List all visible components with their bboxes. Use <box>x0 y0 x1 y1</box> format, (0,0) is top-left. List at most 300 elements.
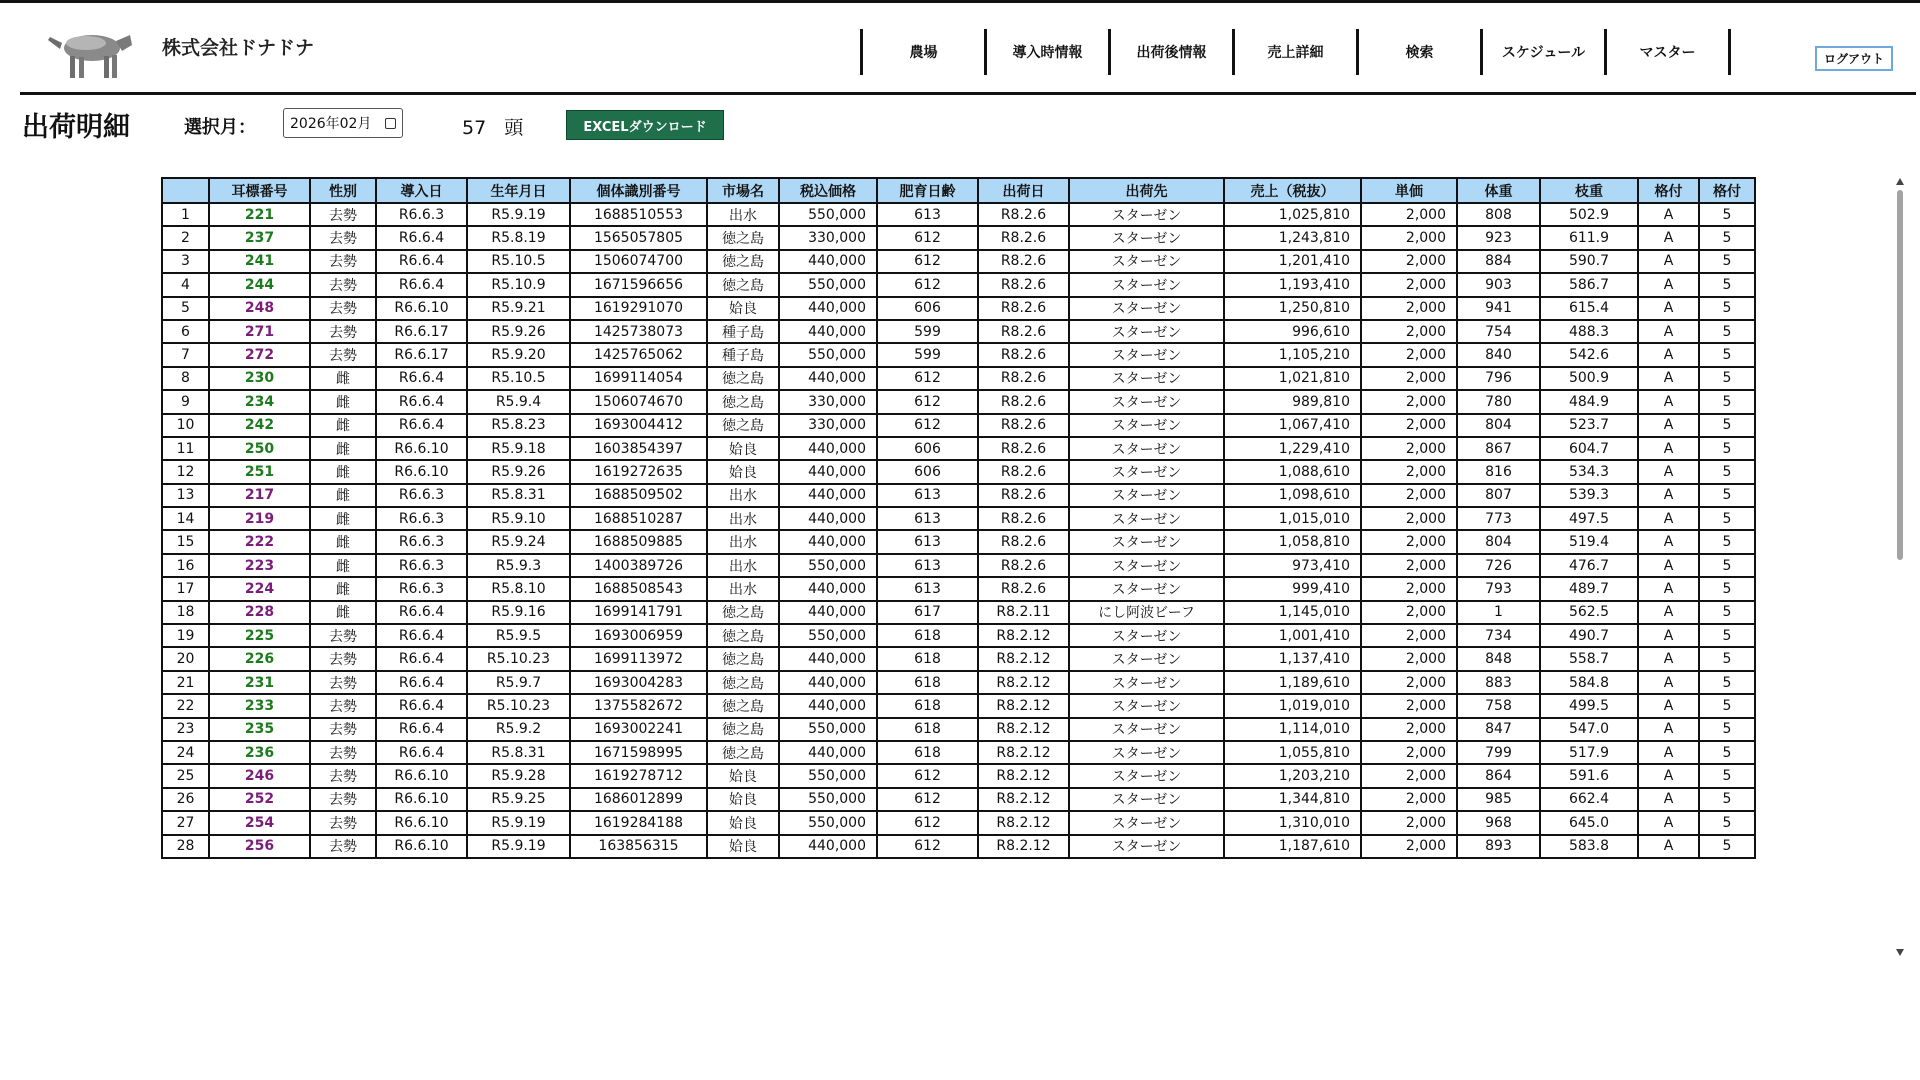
table-cell: 490.7 <box>1540 624 1638 647</box>
table-cell: 611.9 <box>1540 226 1638 249</box>
table-cell: R6.6.17 <box>376 320 467 343</box>
table-cell: A <box>1638 694 1699 717</box>
table-cell: 2,000 <box>1361 343 1457 366</box>
table-cell: A <box>1638 203 1699 226</box>
table-cell: 5 <box>1699 741 1755 764</box>
table-cell: 2,000 <box>1361 414 1457 437</box>
table-row[interactable] <box>162 273 1755 296</box>
table-cell: R5.8.31 <box>467 741 570 764</box>
table-cell: 252 <box>209 788 310 811</box>
table-cell: 1,193,410 <box>1224 273 1361 296</box>
table-cell: 去勢 <box>310 718 376 741</box>
column-header: 出荷先 <box>1069 178 1224 203</box>
table-cell: 550,000 <box>779 203 877 226</box>
table-cell: 612 <box>877 835 978 858</box>
table-cell: 2,000 <box>1361 694 1457 717</box>
table-scrollbar[interactable] <box>1893 178 1907 956</box>
table-row[interactable] <box>162 320 1755 343</box>
table-cell: A <box>1638 624 1699 647</box>
table-cell: 27 <box>162 811 209 834</box>
table-cell: 489.7 <box>1540 577 1638 600</box>
calendar-icon[interactable] <box>385 118 396 129</box>
table-cell: 804 <box>1457 414 1540 437</box>
table-cell: 804 <box>1457 530 1540 553</box>
logout-button[interactable]: ログアウト <box>1815 46 1893 71</box>
table-cell: 5 <box>1699 694 1755 717</box>
table-cell: 1,025,810 <box>1224 203 1361 226</box>
table-row[interactable] <box>162 530 1755 553</box>
table-cell: R6.6.4 <box>376 414 467 437</box>
nav-shipment-info[interactable]: 出荷後情報 <box>1111 29 1235 75</box>
table-row[interactable] <box>162 671 1755 694</box>
table-cell: 562.5 <box>1540 601 1638 624</box>
table-cell: 1,229,410 <box>1224 437 1361 460</box>
column-header: 生年月日 <box>467 178 570 203</box>
table-cell: 586.7 <box>1540 273 1638 296</box>
head-count <box>462 113 523 140</box>
table-cell: R8.2.6 <box>978 507 1069 530</box>
table-cell: スターゼン <box>1069 694 1224 717</box>
table-cell: 645.0 <box>1540 811 1638 834</box>
table-row[interactable] <box>162 226 1755 249</box>
table-cell: 542.6 <box>1540 343 1638 366</box>
table-row[interactable] <box>162 811 1755 834</box>
table-cell: 5 <box>1699 624 1755 647</box>
table-cell: 1375582672 <box>570 694 707 717</box>
table-cell: R6.6.10 <box>376 811 467 834</box>
table-cell: 163856315 <box>570 835 707 858</box>
table-cell: R8.2.6 <box>978 226 1069 249</box>
table-cell: R8.2.12 <box>978 671 1069 694</box>
table-cell: R6.6.10 <box>376 835 467 858</box>
table-cell: 5 <box>1699 343 1755 366</box>
table-cell: 徳之島 <box>707 226 779 249</box>
table-cell: 2,000 <box>1361 460 1457 483</box>
table-cell: 5 <box>1699 601 1755 624</box>
table-cell: 517.9 <box>1540 741 1638 764</box>
nav-master[interactable]: マスター <box>1607 29 1731 75</box>
table-cell: A <box>1638 460 1699 483</box>
table-cell: R5.9.20 <box>467 343 570 366</box>
table-cell: R5.9.19 <box>467 203 570 226</box>
table-cell: 847 <box>1457 718 1540 741</box>
table-cell: R6.6.3 <box>376 507 467 530</box>
table-cell: 2,000 <box>1361 250 1457 273</box>
table-cell: 941 <box>1457 297 1540 320</box>
table-cell: 612 <box>877 764 978 787</box>
table-cell: 226 <box>209 647 310 670</box>
table-cell: 606 <box>877 297 978 320</box>
table-row[interactable] <box>162 460 1755 483</box>
table-cell: 5 <box>1699 530 1755 553</box>
table-cell: R6.6.4 <box>376 718 467 741</box>
month-value: 2026年02月 <box>290 116 372 132</box>
table-cell: 徳之島 <box>707 414 779 437</box>
table-cell: 440,000 <box>779 577 877 600</box>
table-cell: 1,201,410 <box>1224 250 1361 273</box>
table-row[interactable] <box>162 203 1755 226</box>
table-cell: スターゼン <box>1069 273 1224 296</box>
table-cell: R8.2.6 <box>978 343 1069 366</box>
table-cell: 476.7 <box>1540 554 1638 577</box>
table-cell: 23 <box>162 718 209 741</box>
table-cell: 種子島 <box>707 343 779 366</box>
table-cell: スターゼン <box>1069 718 1224 741</box>
table-row[interactable] <box>162 788 1755 811</box>
table-row[interactable] <box>162 601 1755 624</box>
nav-intake-info[interactable]: 導入時情報 <box>987 29 1111 75</box>
nav-search[interactable]: 検索 <box>1359 29 1483 75</box>
table-cell: 姶良 <box>707 437 779 460</box>
table-cell: 出水 <box>707 203 779 226</box>
table-cell: 1 <box>162 203 209 226</box>
table-cell: R8.2.11 <box>978 601 1069 624</box>
table-cell: 雌 <box>310 460 376 483</box>
table-row[interactable] <box>162 718 1755 741</box>
head-count-value: 57 <box>462 117 487 139</box>
table-cell: 2,000 <box>1361 811 1457 834</box>
table-cell: 550,000 <box>779 718 877 741</box>
table-cell: 330,000 <box>779 414 877 437</box>
table-cell: R8.2.12 <box>978 741 1069 764</box>
table-row[interactable] <box>162 484 1755 507</box>
table-row[interactable] <box>162 367 1755 390</box>
table-cell: 1688510553 <box>570 203 707 226</box>
table-cell: 12 <box>162 460 209 483</box>
table-cell: 1619291070 <box>570 297 707 320</box>
table-cell: R8.2.12 <box>978 788 1069 811</box>
table-row[interactable] <box>162 414 1755 437</box>
table-cell: スターゼン <box>1069 624 1224 647</box>
table-cell: 244 <box>209 273 310 296</box>
table-cell: R5.9.26 <box>467 460 570 483</box>
table-cell: 2,000 <box>1361 788 1457 811</box>
table-cell: 11 <box>162 437 209 460</box>
table-cell: 231 <box>209 671 310 694</box>
table-cell: 884 <box>1457 250 1540 273</box>
table-cell: 2,000 <box>1361 741 1457 764</box>
table-cell: スターゼン <box>1069 226 1224 249</box>
table-cell: 816 <box>1457 460 1540 483</box>
table-row[interactable] <box>162 647 1755 670</box>
table-cell: 去勢 <box>310 343 376 366</box>
table-row[interactable] <box>162 741 1755 764</box>
table-row[interactable] <box>162 507 1755 530</box>
table-cell: 242 <box>209 414 310 437</box>
table-cell: 618 <box>877 647 978 670</box>
table-cell: 1,187,610 <box>1224 835 1361 858</box>
table-row[interactable] <box>162 250 1755 273</box>
table-cell: 217 <box>209 484 310 507</box>
table-cell: R5.9.5 <box>467 624 570 647</box>
table-cell: 徳之島 <box>707 624 779 647</box>
table-cell: R8.2.6 <box>978 297 1069 320</box>
table-cell: 228 <box>209 601 310 624</box>
table-cell: 2,000 <box>1361 367 1457 390</box>
table-cell: 雌 <box>310 530 376 553</box>
table-cell: 1425765062 <box>570 343 707 366</box>
table-cell: 徳之島 <box>707 741 779 764</box>
table-cell: 271 <box>209 320 310 343</box>
table-cell: A <box>1638 577 1699 600</box>
table-row[interactable] <box>162 835 1755 858</box>
table-cell: 550,000 <box>779 764 877 787</box>
nav-farm[interactable]: 農場 <box>863 29 987 75</box>
table-cell: R6.6.4 <box>376 601 467 624</box>
table-cell: 2,000 <box>1361 320 1457 343</box>
table-cell: R8.2.6 <box>978 367 1069 390</box>
table-cell: 1686012899 <box>570 788 707 811</box>
table-cell: R6.6.4 <box>376 671 467 694</box>
nav-sales-detail[interactable]: 売上詳細 <box>1235 29 1359 75</box>
table-cell: 去勢 <box>310 647 376 670</box>
table-cell: 612 <box>877 226 978 249</box>
table-cell: 15 <box>162 530 209 553</box>
table-cell: 徳之島 <box>707 718 779 741</box>
table-cell: 去勢 <box>310 764 376 787</box>
header <box>0 3 1920 93</box>
table-cell: A <box>1638 484 1699 507</box>
table-cell: 1,098,610 <box>1224 484 1361 507</box>
table-cell: A <box>1638 764 1699 787</box>
column-header: 格付 <box>1699 178 1755 203</box>
table-cell: 440,000 <box>779 647 877 670</box>
table-cell: 5 <box>1699 437 1755 460</box>
table-cell: 2,000 <box>1361 530 1457 553</box>
table-cell: 2,000 <box>1361 507 1457 530</box>
table-cell: R8.2.12 <box>978 718 1069 741</box>
table-cell: 591.6 <box>1540 764 1638 787</box>
table-cell: 1,145,010 <box>1224 601 1361 624</box>
table-cell: 662.4 <box>1540 788 1638 811</box>
shipment-table-container[interactable] <box>161 177 1756 957</box>
table-cell: 去勢 <box>310 273 376 296</box>
table-cell: 5 <box>1699 390 1755 413</box>
table-cell: 出水 <box>707 484 779 507</box>
table-cell: R6.6.3 <box>376 554 467 577</box>
table-row[interactable] <box>162 694 1755 717</box>
table-cell: R5.9.24 <box>467 530 570 553</box>
table-cell: A <box>1638 835 1699 858</box>
table-cell: 488.3 <box>1540 320 1638 343</box>
month-label: 選択月： <box>184 117 256 138</box>
table-cell: 617 <box>877 601 978 624</box>
table-cell: スターゼン <box>1069 788 1224 811</box>
table-cell: 613 <box>877 507 978 530</box>
column-header: 耳標番号 <box>209 178 310 203</box>
table-cell: 584.8 <box>1540 671 1638 694</box>
table-cell: 440,000 <box>779 320 877 343</box>
table-cell: 599 <box>877 320 978 343</box>
table-cell: 440,000 <box>779 437 877 460</box>
table-cell: 618 <box>877 671 978 694</box>
table-row[interactable] <box>162 764 1755 787</box>
table-cell: 999,410 <box>1224 577 1361 600</box>
table-cell: 440,000 <box>779 601 877 624</box>
table-cell: 534.3 <box>1540 460 1638 483</box>
table-cell: 550,000 <box>779 788 877 811</box>
table-cell: 2,000 <box>1361 437 1457 460</box>
table-cell: 502.9 <box>1540 203 1638 226</box>
table-cell: 去勢 <box>310 741 376 764</box>
table-row[interactable] <box>162 554 1755 577</box>
table-cell: 去勢 <box>310 250 376 273</box>
table-cell: 出水 <box>707 554 779 577</box>
table-cell: 去勢 <box>310 811 376 834</box>
company-name: 株式会社ドナドナ <box>162 37 315 59</box>
scroll-up-arrow-icon[interactable] <box>1896 178 1904 185</box>
table-cell: R5.9.4 <box>467 390 570 413</box>
table-cell: 440,000 <box>779 741 877 764</box>
table-cell: R6.6.4 <box>376 741 467 764</box>
table-cell: R8.2.6 <box>978 273 1069 296</box>
table-header-row <box>162 178 1755 203</box>
table-cell: 2,000 <box>1361 647 1457 670</box>
table-cell: R8.2.6 <box>978 484 1069 507</box>
table-cell: 807 <box>1457 484 1540 507</box>
table-cell: 796 <box>1457 367 1540 390</box>
table-cell: 758 <box>1457 694 1540 717</box>
table-cell: 440,000 <box>779 367 877 390</box>
table-cell: 973,410 <box>1224 554 1361 577</box>
table-row[interactable] <box>162 390 1755 413</box>
table-cell: にし阿波ビーフ <box>1069 601 1224 624</box>
scrollbar-thumb[interactable] <box>1897 190 1903 560</box>
table-row[interactable] <box>162 624 1755 647</box>
table-cell: 1,067,410 <box>1224 414 1361 437</box>
table-cell: R5.9.25 <box>467 788 570 811</box>
table-cell: 254 <box>209 811 310 834</box>
table-cell: R6.6.10 <box>376 460 467 483</box>
table-cell: 440,000 <box>779 671 877 694</box>
column-header: 導入日 <box>376 178 467 203</box>
table-cell: 1,088,610 <box>1224 460 1361 483</box>
table-cell: スターゼン <box>1069 577 1224 600</box>
table-cell: 235 <box>209 718 310 741</box>
table-cell: 去勢 <box>310 788 376 811</box>
page-title: 出荷明細 <box>22 112 130 143</box>
table-cell: スターゼン <box>1069 343 1224 366</box>
column-header: 税込価格 <box>779 178 877 203</box>
table-cell: 219 <box>209 507 310 530</box>
table-cell: 姶良 <box>707 297 779 320</box>
table-cell: 780 <box>1457 390 1540 413</box>
table-cell: R5.8.31 <box>467 484 570 507</box>
table-cell: 550,000 <box>779 624 877 647</box>
table-cell: R5.9.28 <box>467 764 570 787</box>
table-row[interactable] <box>162 437 1755 460</box>
table-cell: 2,000 <box>1361 671 1457 694</box>
table-cell: 5 <box>1699 554 1755 577</box>
table-cell: R5.8.23 <box>467 414 570 437</box>
table-cell: 224 <box>209 577 310 600</box>
table-cell: 1,243,810 <box>1224 226 1361 249</box>
table-cell: 613 <box>877 554 978 577</box>
table-row[interactable] <box>162 343 1755 366</box>
table-cell: R6.6.4 <box>376 273 467 296</box>
table-cell: 612 <box>877 273 978 296</box>
table-cell: 550,000 <box>779 273 877 296</box>
table-cell: 233 <box>209 694 310 717</box>
table-cell: 5 <box>1699 484 1755 507</box>
table-cell: 徳之島 <box>707 390 779 413</box>
table-cell: R5.8.10 <box>467 577 570 600</box>
table-cell: 1,250,810 <box>1224 297 1361 320</box>
table-cell: 2,000 <box>1361 273 1457 296</box>
table-cell: 22 <box>162 694 209 717</box>
table-cell: R5.10.5 <box>467 367 570 390</box>
table-cell: 1,137,410 <box>1224 647 1361 670</box>
table-cell: R5.9.10 <box>467 507 570 530</box>
table-cell: 19 <box>162 624 209 647</box>
nav-schedule[interactable]: スケジュール <box>1483 29 1607 75</box>
table-cell: スターゼン <box>1069 250 1224 273</box>
table-cell: 18 <box>162 601 209 624</box>
head-count-unit: 頭 <box>504 117 524 139</box>
table-cell: R8.2.12 <box>978 647 1069 670</box>
table-cell: 2,000 <box>1361 577 1457 600</box>
table-cell: 550,000 <box>779 343 877 366</box>
table-cell: 222 <box>209 530 310 553</box>
table-cell: スターゼン <box>1069 414 1224 437</box>
table-cell: 440,000 <box>779 250 877 273</box>
table-row[interactable] <box>162 297 1755 320</box>
excel-download-button[interactable]: EXCELダウンロード <box>566 110 724 140</box>
table-cell: スターゼン <box>1069 671 1224 694</box>
table-cell: 330,000 <box>779 390 877 413</box>
month-input[interactable] <box>283 108 403 138</box>
table-cell: A <box>1638 226 1699 249</box>
table-cell: R8.2.6 <box>978 460 1069 483</box>
table-cell: 234 <box>209 390 310 413</box>
table-cell: 1699141791 <box>570 601 707 624</box>
table-cell: 1425738073 <box>570 320 707 343</box>
table-cell: スターゼン <box>1069 320 1224 343</box>
table-cell: 440,000 <box>779 835 877 858</box>
table-cell: R6.6.10 <box>376 788 467 811</box>
table-cell: 5 <box>1699 320 1755 343</box>
table-cell: 徳之島 <box>707 601 779 624</box>
table-cell: 1688509885 <box>570 530 707 553</box>
table-cell: 440,000 <box>779 507 877 530</box>
table-cell: 去勢 <box>310 694 376 717</box>
table-cell: 618 <box>877 624 978 647</box>
table-cell: 1688510287 <box>570 507 707 530</box>
column-header: 体重 <box>1457 178 1540 203</box>
table-cell: 618 <box>877 694 978 717</box>
table-cell: 903 <box>1457 273 1540 296</box>
table-cell: 2,000 <box>1361 390 1457 413</box>
table-cell: 558.7 <box>1540 647 1638 670</box>
table-cell: 248 <box>209 297 310 320</box>
table-cell: 613 <box>877 530 978 553</box>
table-row[interactable] <box>162 577 1755 600</box>
table-cell: 徳之島 <box>707 250 779 273</box>
table-cell: 251 <box>209 460 310 483</box>
table-cell: 613 <box>877 484 978 507</box>
table-cell: R5.9.21 <box>467 297 570 320</box>
table-cell: 1619284188 <box>570 811 707 834</box>
table-cell: R8.2.6 <box>978 390 1069 413</box>
table-cell: R5.9.19 <box>467 811 570 834</box>
table-cell: 1506074670 <box>570 390 707 413</box>
table-cell: 姶良 <box>707 460 779 483</box>
table-cell: A <box>1638 554 1699 577</box>
scroll-down-arrow-icon[interactable] <box>1896 949 1904 956</box>
table-cell: A <box>1638 718 1699 741</box>
table-cell: 613 <box>877 577 978 600</box>
table-cell: A <box>1638 647 1699 670</box>
